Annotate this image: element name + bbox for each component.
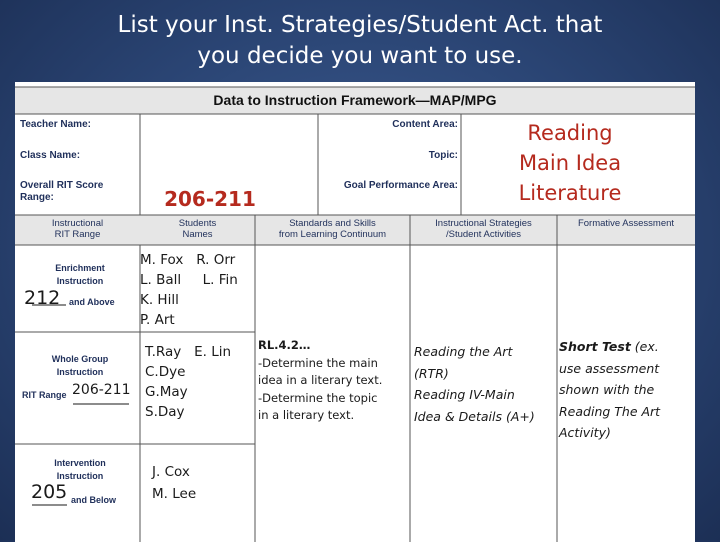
col-header-rit-range-line-1: Instructional [51,218,104,229]
rit-range-value: 206-211 [164,187,256,211]
student-name: M. Fox R. Orr [140,252,236,268]
intervention-label-line-2: Instruction [56,471,104,481]
framework-worksheet [15,82,695,542]
content-area-label: Content Area: [392,119,458,130]
intervention-students [152,461,196,505]
strategy-line: Idea & Details (A+) [414,408,535,424]
intervention-label-line-1: Intervention [54,458,106,468]
col-header-standards-line-2: from Learning Continuum [278,229,387,240]
rit-range-row-label: RIT Range [22,390,67,400]
student-name: T.Ray E. Lin [145,344,232,360]
col-header-rit-range-line-2: RIT Range [54,229,101,240]
col-header-standards-line-1: Standards and Skills [289,218,376,229]
standard-line: -Determine the topic [258,390,378,405]
assessment-line: Reading The Art [559,403,661,419]
topic-value: Main Idea [518,151,622,175]
whole-group-rit-value: 206-211 [72,382,131,398]
assessment-line: shown with the [559,382,655,397]
col-header-strategies [410,218,557,240]
whole-group-label-line-1: Whole Group [51,354,109,364]
standard-line: -Determine the main [258,355,378,370]
assessment-line: Activity) [559,425,611,440]
enrichment-rit-value: 212 [24,287,61,309]
class-name-label: Class Name: [20,150,81,161]
overall-rit-label [20,180,103,204]
strategy-line: Reading the Art [414,344,513,359]
assessment-line: (ex. [634,339,659,354]
topic-label: Topic: [428,150,458,161]
teacher-name-label: Teacher Name: [20,119,91,130]
standard-line: in a literary text. [258,408,355,422]
whole-group-label [35,353,125,379]
student-name: P. Art [140,312,175,328]
student-name: M. Lee [152,486,197,502]
col-header-strategies-line-1: Instructional Strategies [435,218,532,229]
col-header-students-line-1: Students [178,218,217,229]
strategies-text [414,341,535,427]
col-header-students-line-2: Names [182,229,213,240]
framework-title: Data to Instruction Framework—MAP/MPG [213,92,497,108]
assessment-type: Short Test [559,339,631,354]
slide-title-line-2: you decide you want to use. [197,43,523,69]
slide-title-line-1: List your Inst. Strategies/Student Act. that [117,12,603,38]
student-name: G.May [145,384,188,400]
whole-group-label-line-2: Instruction [56,367,104,377]
col-header-formative-assessment: Formative Assessment [577,218,675,229]
col-header-strategies-line-2: /Student Activities [446,229,521,240]
strategy-line: Reading IV-Main [414,387,515,402]
slide-title [0,10,720,72]
reading-values [490,118,650,208]
enrichment-label-line-2: Instruction [56,276,104,286]
goal-performance-value: Literature [518,181,622,205]
enrichment-students [140,250,238,330]
col-header-students [140,218,255,240]
intervention-label [35,457,125,483]
content-area-value: Reading [527,121,613,145]
student-name: C.Dye [145,364,186,380]
standard-code: RL.4.2… [258,338,311,352]
intervention-rit-value: 205 [31,481,68,503]
col-header-standards [255,218,410,240]
whole-group-students [145,342,231,422]
assessment-line: use assessment [559,360,660,376]
student-name: J. Cox [152,464,190,480]
and-above-label: and Above [69,297,115,307]
overall-rit-label-line-2: Range: [20,192,54,203]
overall-rit-label-line-1: Overall RIT Score [20,180,104,191]
student-name: S.Day [145,404,185,420]
and-below-label: and Below [71,495,117,505]
student-name: K. Hill [140,292,179,308]
enrichment-label [35,262,125,288]
standards-text [258,337,382,425]
assessment-text [559,336,660,444]
strategy-line: (RTR) [414,365,449,381]
goal-performance-label: Goal Performance Area: [343,180,458,191]
student-name: L. Ball L. Fin [140,272,238,288]
enrichment-label-line-1: Enrichment [55,263,105,273]
col-header-rit-range [15,218,140,240]
standard-line: idea in a literary text. [258,373,383,387]
